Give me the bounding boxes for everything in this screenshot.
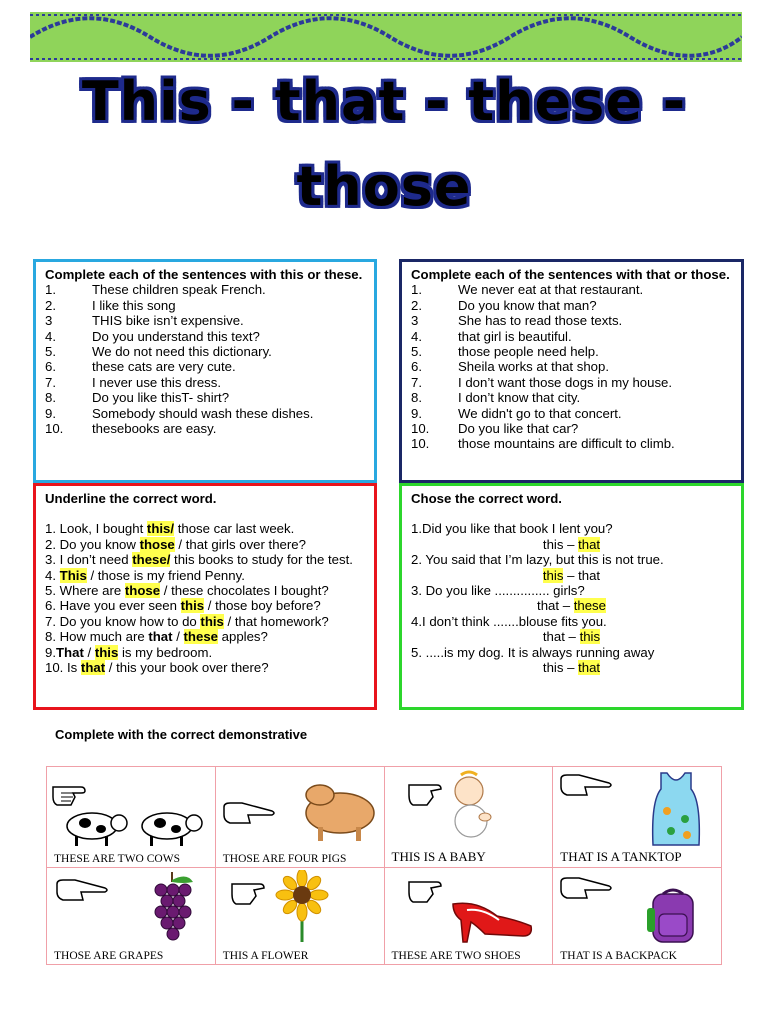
item-text: /: [83, 644, 95, 660]
answer-option: – that: [563, 567, 601, 583]
list-item: [45, 583, 365, 598]
exercise-this-these: [33, 259, 377, 483]
picture-caption: THAT IS A BACKPACK: [560, 950, 677, 962]
item-text: books to study for the test.: [194, 552, 353, 568]
item-text: 10. Is: [45, 660, 81, 676]
list-item: [45, 629, 365, 644]
tanktop-icon: [649, 771, 703, 847]
item-number: 5.: [45, 344, 56, 360]
item-text: homework?: [256, 613, 329, 629]
answer-option: these: [183, 629, 218, 645]
item-number: 5.: [411, 344, 422, 360]
pointing-hand-icon: [222, 801, 278, 827]
answer-option: those: [124, 583, 161, 599]
item-text: boy before?: [247, 598, 321, 614]
answer-option: these/: [132, 552, 171, 568]
answer-option: That: [56, 644, 84, 660]
item-number: 1.: [411, 282, 422, 298]
list-item: [411, 329, 732, 344]
answer-option: this: [579, 629, 601, 645]
list-item: [411, 375, 732, 390]
exercise-list: [45, 282, 365, 436]
instruction: Complete each of the sentences with that or those.: [411, 267, 730, 282]
exercise-list: [411, 521, 732, 675]
item-text: We didn't go to that concert.: [458, 405, 622, 421]
list-item: [411, 436, 732, 451]
baby-icon: [447, 769, 497, 841]
answer-option: this: [200, 613, 224, 629]
item-number: 6.: [411, 359, 422, 375]
answer-options: [411, 537, 732, 552]
list-item: [411, 421, 732, 436]
picture-cell: [384, 767, 553, 868]
item-text: Do you like thisT- shirt?: [92, 390, 230, 406]
item-text: is my bedroom.: [118, 644, 213, 660]
answer-option: this/: [146, 521, 175, 537]
list-item: [45, 359, 365, 374]
item-text: /: [172, 629, 184, 645]
item-text: / that: [223, 613, 257, 629]
list-item: [45, 521, 365, 536]
exercise-list: [45, 521, 365, 675]
picture-cell: [553, 868, 722, 965]
picture-cell: [215, 868, 384, 965]
list-item: [45, 645, 365, 660]
item-number: 2.: [45, 297, 56, 313]
item-number: 7.: [45, 374, 56, 390]
cows-icon: [57, 801, 207, 851]
list-item: [45, 282, 365, 297]
question: 5. .....is my dog. It is always running away: [411, 644, 655, 660]
answer-option: that –: [537, 598, 574, 614]
instruction: Chose the correct word.: [411, 491, 562, 506]
item-text: She has to read those texts.: [458, 313, 623, 329]
picture-caption: THOSE ARE FOUR PIGS: [222, 853, 347, 865]
answer-option: this –: [542, 536, 579, 552]
decorative-wave-banner: [30, 12, 742, 62]
item-text: girls over there?: [207, 536, 306, 552]
instruction: Underline the correct word.: [45, 491, 217, 506]
item-number: 9.: [411, 405, 422, 421]
item-text: Sheila works at that shop.: [458, 359, 610, 375]
list-item: [45, 375, 365, 390]
item-text: these cats are very cute.: [92, 359, 236, 375]
exercise-that-those: [399, 259, 744, 483]
picture-caption: THAT IS A TANKTOP: [560, 849, 682, 864]
list-item: [45, 552, 365, 567]
grapes-icon: [147, 868, 197, 948]
item-number: 10.: [45, 421, 64, 437]
answer-option: that –: [542, 629, 580, 645]
answer-options: [411, 629, 732, 644]
item-text: those mountains are difficult to climb.: [458, 436, 675, 452]
picture-caption: THIS IS A BABY: [391, 849, 486, 864]
item-text: your book over there?: [136, 660, 269, 676]
item-text: Do you understand this text?: [92, 328, 260, 344]
item-number: 4.: [45, 328, 56, 344]
page-title-line2: those: [296, 155, 472, 218]
list-item: [411, 344, 732, 359]
item-text: I don’t want those dogs in my house.: [458, 374, 673, 390]
answer-option: those: [139, 536, 175, 552]
item-number: 8.: [45, 390, 56, 406]
item-text: Do you know that man?: [458, 297, 597, 313]
list-item: [45, 390, 365, 405]
list-item: [45, 344, 365, 359]
item-number: 3: [45, 313, 53, 329]
exercise-choose: [399, 483, 744, 710]
picture-table: [46, 766, 722, 965]
item-text: / those: [204, 598, 248, 614]
item-text: 2. Do you know: [45, 536, 140, 552]
item-number: 9.: [45, 405, 56, 421]
item-text: those: [174, 521, 210, 537]
backpack-icon: [643, 886, 703, 946]
question: 4.I don’t think .......blouse fits you.: [411, 613, 607, 629]
item-text: / these: [160, 583, 204, 599]
picture-cell: [47, 868, 216, 965]
answer-option: this: [94, 644, 119, 660]
item-number: 10.: [411, 436, 430, 452]
answer-option: that: [148, 629, 173, 645]
answer-option: this: [542, 567, 564, 583]
item-number: 7.: [411, 374, 422, 390]
list-item: [45, 313, 365, 328]
picture-cell: [553, 767, 722, 868]
picture-caption: THESE ARE TWO SHOES: [391, 950, 521, 962]
item-number: 1.: [45, 282, 56, 298]
item-text: / those: [86, 567, 131, 583]
list-item: [411, 390, 732, 405]
item-text: 5. Where are: [45, 583, 125, 599]
item-text: 4.: [45, 567, 60, 583]
shoe-icon: [447, 886, 537, 946]
answer-options: [411, 568, 732, 583]
answer-option: this: [180, 598, 205, 614]
pointing-hand-icon: [559, 876, 615, 902]
question: 2. You said that I’m lazy, but this is not true.: [411, 552, 664, 568]
item-text: those people need help.: [458, 344, 599, 360]
picture-caption: THESE ARE TWO COWS: [54, 853, 180, 865]
answer-option: that: [578, 536, 601, 552]
exercise-underline: [33, 483, 377, 710]
sunflower-icon: [272, 870, 332, 942]
item-text: I never use this dress.: [92, 374, 222, 390]
item-text: Do you like that car?: [458, 421, 579, 437]
item-text: 3. I don’t need: [45, 552, 133, 568]
list-item: [45, 406, 365, 421]
item-number: 8.: [411, 390, 422, 406]
list-item: [45, 298, 365, 313]
answer-options: [411, 598, 732, 613]
item-text: that girl is beautiful.: [458, 328, 572, 344]
list-item: [411, 298, 732, 313]
exercise-list: [411, 282, 732, 451]
answer-option: these: [573, 598, 606, 614]
section-label: Complete with the correct demonstrative: [55, 727, 308, 742]
item-text: / this: [105, 660, 137, 676]
item-text: These children speak French.: [92, 282, 266, 298]
answer-option: this –: [542, 660, 579, 676]
list-item: [45, 537, 365, 552]
item-text: We never eat at that restaurant.: [458, 282, 644, 298]
item-text: 1. Look, I bought: [45, 521, 147, 537]
list-item: [411, 406, 732, 421]
item-text: is my friend Penny.: [130, 567, 245, 583]
picture-cell: [384, 868, 553, 965]
item-text: car last week.: [209, 521, 295, 537]
item-text: chocolates I bought?: [203, 583, 329, 599]
item-text: I don’t know that city.: [458, 390, 581, 406]
picture-cell: [47, 767, 216, 868]
item-number: 10.: [411, 421, 430, 437]
list-item: [45, 421, 365, 436]
item-text: thesebooks are easy.: [92, 421, 217, 437]
answer-option: that: [80, 660, 106, 676]
item-number: 4.: [411, 328, 422, 344]
answer-options: [411, 660, 732, 675]
list-item: [411, 313, 732, 328]
picture-caption: THIS A FLOWER: [222, 950, 309, 962]
pointing-hand-icon: [55, 878, 111, 904]
item-text: I like this song: [92, 297, 176, 313]
item-text: / that: [174, 536, 208, 552]
list-item: [411, 359, 732, 374]
item-text: We do not need this dictionary.: [92, 344, 272, 360]
picture-caption: THOSE ARE GRAPES: [54, 950, 164, 962]
list-item: [45, 568, 365, 583]
item-text: this: [170, 552, 195, 568]
list-item: [45, 660, 365, 675]
list-item: [411, 282, 732, 297]
item-text: 8. How much are: [45, 629, 149, 645]
page-title-line1: This - that - these -: [81, 70, 687, 133]
list-item: [45, 598, 365, 613]
question: 1.Did you like that book I lent you?: [411, 521, 613, 537]
item-text: 9.: [45, 644, 56, 660]
list-item: [45, 329, 365, 344]
item-text: 6. Have you ever seen: [45, 598, 181, 614]
pointing-hand-icon: [559, 773, 615, 799]
item-number: 3: [411, 313, 419, 329]
instruction: Complete each of the sentences with this or these.: [45, 267, 363, 282]
item-text: 7. Do you know how to do: [45, 613, 201, 629]
item-text: THIS bike isn’t expensive.: [92, 313, 244, 329]
picture-cell: [215, 767, 384, 868]
item-text: Somebody should wash these dishes.: [92, 405, 314, 421]
answer-option: This: [59, 567, 87, 583]
question: 3. Do you like ............... girls?: [411, 583, 585, 599]
item-number: 2.: [411, 297, 422, 313]
answer-option: that: [578, 660, 601, 676]
item-number: 6.: [45, 359, 56, 375]
item-text: apples?: [217, 629, 268, 645]
pig-icon: [298, 775, 388, 845]
list-item: [45, 614, 365, 629]
